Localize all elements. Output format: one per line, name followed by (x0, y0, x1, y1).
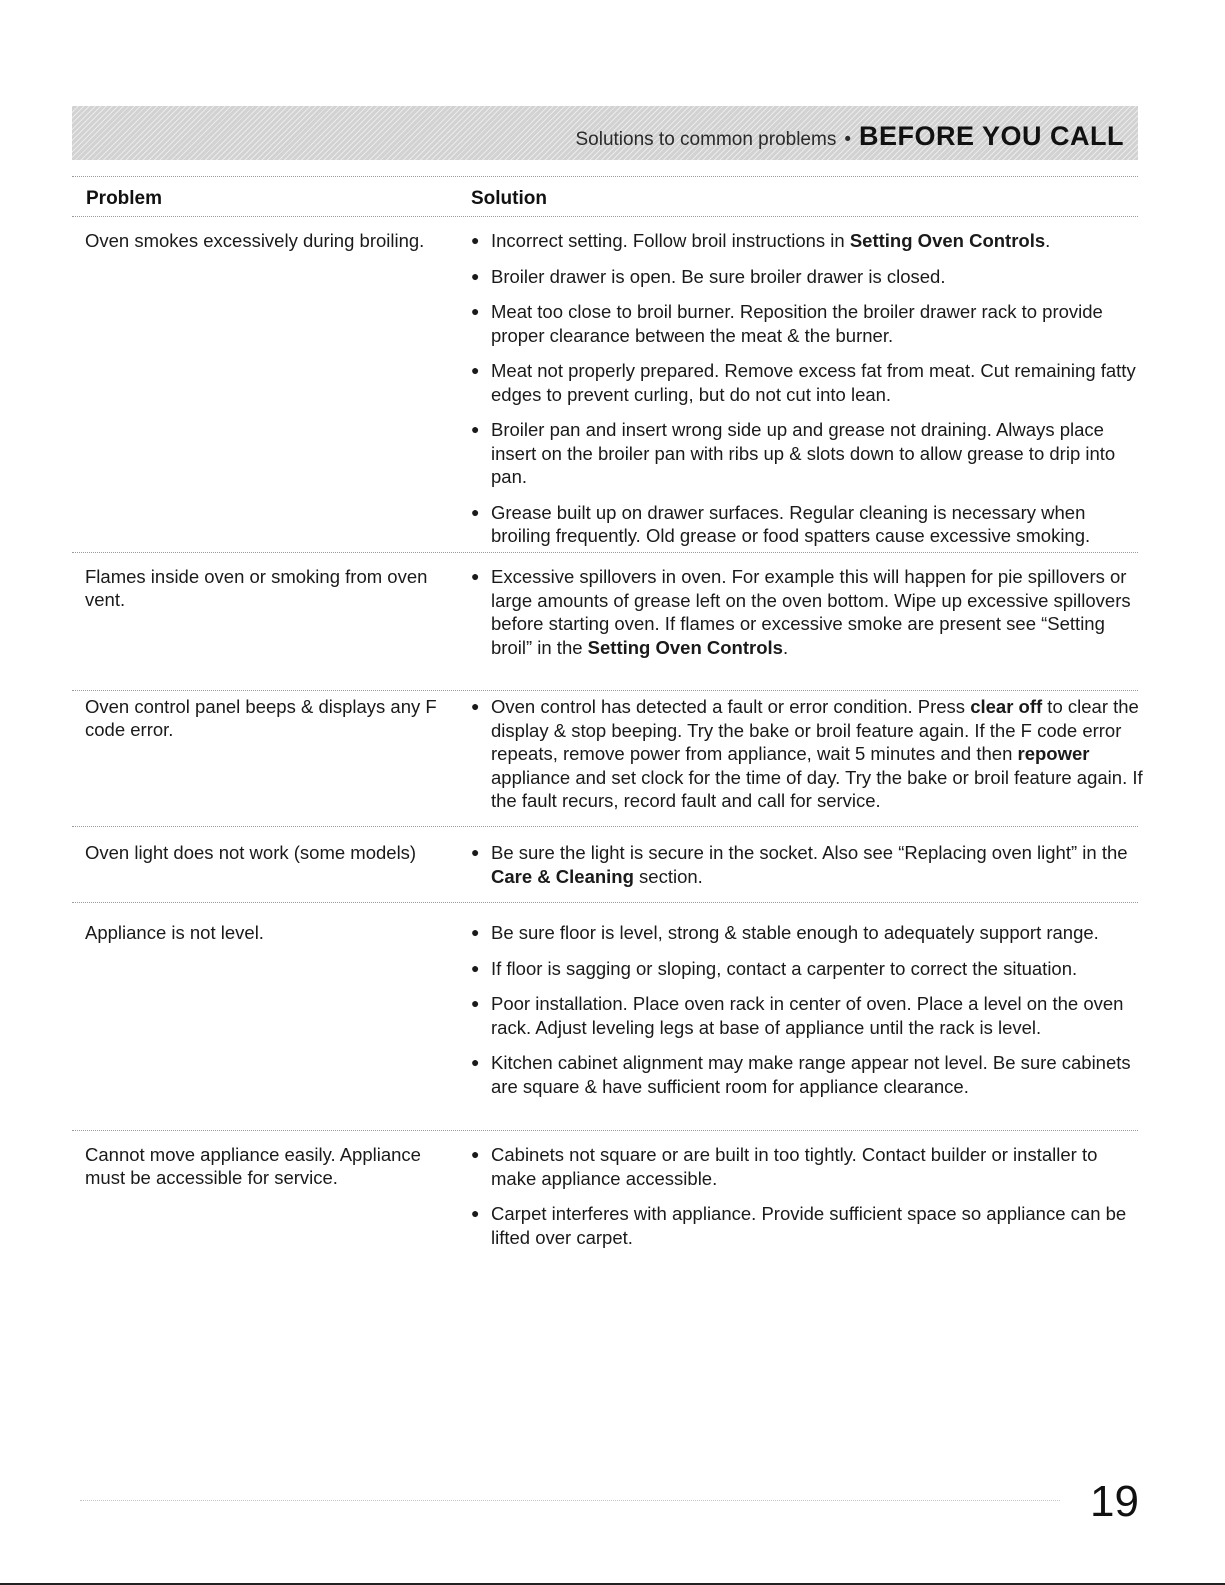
solution-text: Incorrect setting. Follow broil instructions in (491, 230, 850, 251)
footer-divider (80, 1500, 1060, 1501)
problem-text: Oven control panel beeps & displays any F code error. (85, 696, 437, 740)
solution-item (471, 300, 1146, 347)
solution-text: appliance and set clock for the time of day. Try the bake or broil feature again. If the fault recurs, record fault and call for service. (491, 766, 1143, 811)
table-row (72, 1130, 1138, 1280)
bullet-icon: ● (471, 844, 480, 860)
table-row (72, 902, 1138, 1130)
solution-text: Broiler drawer is open. Be sure broiler drawer is closed. (491, 265, 946, 287)
problem-text: Flames inside oven or smoking from oven vent. (85, 566, 428, 610)
problem-text: Appliance is not level. (85, 922, 264, 943)
solution-emphasis: repower (1017, 743, 1090, 764)
solution-item (471, 418, 1146, 489)
problem-text: Oven light does not work (some models) (85, 842, 417, 863)
problem-text: Cannot move appliance easily. Appliance must be accessible for service. (85, 1144, 421, 1188)
bullet-icon: ● (471, 267, 480, 284)
solution-item (471, 265, 1146, 289)
troubleshooting-table (72, 216, 1143, 1280)
page-number: 19 (1090, 1477, 1139, 1526)
solution-item (471, 229, 1146, 253)
bullet-icon: ● (471, 698, 480, 714)
solution-item (471, 1051, 1146, 1098)
solution-emphasis: clear off (970, 696, 1043, 717)
solution-text: Meat too close to broil burner. Reposition the broiler drawer rack to provide proper clearance between the meat & the burner. (491, 301, 1103, 346)
header-divider (72, 176, 1138, 177)
solution-text: Cabinets not square or are built in too tightly. Contact builder or installer to make appliance accessible. (491, 1144, 1098, 1189)
bullet-icon: ● (471, 232, 480, 248)
column-header-solution: Solution (471, 188, 547, 209)
solution-text: Be sure floor is level, strong & stable enough to adequately support range. (491, 922, 1099, 943)
bullet-icon: ● (471, 959, 480, 976)
solution-item (471, 565, 1146, 659)
solution-text: Grease built up on drawer surfaces. Regular cleaning is necessary when broiling frequently. Old grease or food spatters cause excessive smoking. (491, 501, 1091, 546)
solution-list (471, 1143, 1146, 1261)
solution-text: Poor installation. Place oven rack in center of oven. Place a level on the oven rack. Adjust leveling legs at base of appliance until the rack is level. (491, 993, 1124, 1038)
solution-text: . (1045, 230, 1051, 251)
table-row (72, 690, 1143, 826)
solution-item (471, 992, 1146, 1039)
table-row (72, 826, 1138, 902)
solution-emphasis: Setting Oven Controls (587, 636, 783, 658)
solution-list (471, 921, 1146, 1110)
solution-text: . (782, 636, 789, 658)
solution-text: Carpet interferes with appliance. Provide sufficient space so appliance can be lifted over carpet. (491, 1203, 1127, 1248)
solution-item (471, 501, 1146, 548)
solution-list (471, 565, 1146, 671)
solution-item (471, 841, 1146, 888)
solution-list (471, 229, 1146, 560)
problem-text: Oven smokes excessively during broiling. (85, 230, 425, 251)
solution-text: Kitchen cabinet alignment may make range appear not level. Be sure cabinets are square & have sufficient room for appliance clearance. (491, 1052, 1131, 1097)
section-banner (72, 106, 1138, 160)
solution-emphasis: Setting Oven Controls (849, 230, 1046, 251)
bullet-icon: ● (471, 421, 480, 437)
banner-separator: • (844, 129, 851, 150)
banner-heading (575, 121, 1124, 152)
table-row (72, 552, 1138, 690)
solution-item (471, 957, 1146, 981)
solution-list (471, 695, 1146, 825)
table-row (72, 216, 1138, 552)
bullet-icon: ● (471, 924, 480, 940)
solution-text: Be sure the light is secure in the socket. Also see “Replacing oven light” in the (491, 842, 1128, 863)
solution-item (471, 921, 1146, 945)
bullet-icon: ● (471, 503, 480, 520)
solution-list (471, 841, 1146, 900)
bullet-icon: ● (471, 303, 480, 319)
bullet-icon: ● (471, 1146, 480, 1162)
solution-text: section. (633, 865, 703, 887)
column-header-problem: Problem (86, 188, 163, 209)
solution-text: If floor is sagging or sloping, contact a carpenter to correct the situation. (491, 957, 1078, 979)
banner-subtitle: Solutions to common problems (575, 129, 837, 150)
bullet-icon: ● (471, 568, 480, 584)
solution-text: Excessive spillovers in oven. For example this will happen for pie spillovers or large amounts of grease left on the oven bottom. Wipe up excessive spillovers before starting oven. If flames or excessive smoke are present see “Setting broil” in the (491, 566, 1131, 658)
solution-item (471, 359, 1146, 406)
solution-emphasis: Care & Cleaning (491, 865, 634, 887)
solution-text: to clear the display & stop beeping. Try the bake or broil feature again. If the F code error repeats, remove power from appliance, wait 5 minutes and then (491, 696, 1139, 764)
solution-text: Broiler pan and insert wrong side up and grease not draining. Always place insert on the broiler pan with ribs up & slots down to allow grease to drip into pan. (491, 419, 1116, 487)
bullet-icon: ● (471, 1054, 480, 1070)
bullet-icon: ● (471, 995, 480, 1011)
solution-text: Meat not properly prepared. Remove excess fat from meat. Cut remaining fatty edges to prevent curling, but do not cut into lean. (491, 360, 1136, 405)
bullet-icon: ● (471, 1205, 480, 1221)
solution-item (471, 1143, 1146, 1190)
banner-title: BEFORE YOU CALL (858, 121, 1124, 151)
solution-text: Oven control has detected a fault or error condition. Press (491, 696, 971, 717)
solution-item (471, 1202, 1146, 1249)
bullet-icon: ● (471, 362, 480, 378)
solution-item (471, 695, 1146, 813)
